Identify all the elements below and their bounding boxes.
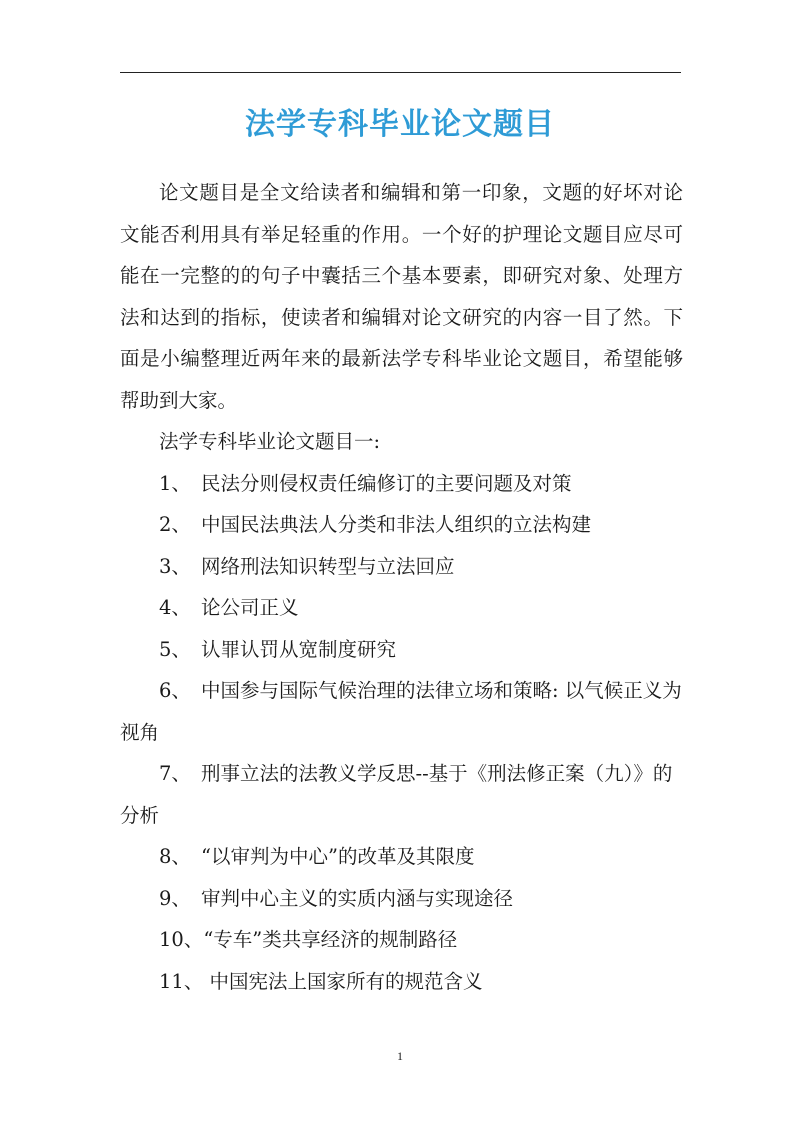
page-number: 1 — [397, 1049, 403, 1063]
topic-item — [120, 546, 683, 588]
topic-item — [120, 878, 683, 920]
topic-item — [120, 753, 683, 836]
topic-item — [120, 629, 683, 671]
intro-paragraph: 论文题目是全文给读者和编辑和第一印象，文题的好坏对论文能否利用具有举足轻重的作用。一个好的护理论文题目应尽可能在一完整的的句子中囊括三个基本要素，即研究对象、处理方法和达到的指标，使读者和编辑对论文研究的内容一目了然。下面是小编整理近两年来的最新法学专科毕业论文题目，希望能够帮助到大家。 — [120, 181, 683, 412]
topic-number: 8、 — [159, 845, 191, 868]
topic-number: 1、 — [159, 471, 191, 495]
topic-number: 10、 — [159, 928, 204, 951]
topic-text: 网络刑法知识转型与立法回应 — [201, 554, 455, 578]
topic-number: 3、 — [159, 554, 191, 578]
topic-text: 民法分则侵权责任编修订的主要问题及对策 — [201, 471, 572, 495]
section-heading: 法学专科毕业论文题目一: — [159, 430, 381, 453]
topic-number: 5、 — [159, 637, 191, 661]
topic-list — [120, 463, 683, 1003]
topic-text: “专车”类共享经济的规制路径 — [203, 928, 458, 951]
topic-number: 6、 — [159, 679, 191, 702]
topic-number: 9、 — [159, 886, 191, 910]
topic-text: 刑事立法的法教义学反思--基于《刑法修正案（九）》的分析 — [120, 762, 673, 827]
topic-text: 认罪认罚从宽制度研究 — [201, 637, 397, 661]
topic-item — [120, 587, 683, 629]
topic-item — [120, 504, 683, 546]
topic-item — [120, 961, 683, 1003]
topic-text: 中国宪法上国家所有的规范含义 — [203, 969, 483, 993]
topic-item — [120, 919, 683, 961]
topic-item — [120, 463, 683, 505]
header-rule — [120, 72, 681, 73]
topic-number: 4、 — [159, 596, 191, 619]
topic-number: 11、 — [159, 969, 204, 993]
topic-text: 审判中心主义的实质内涵与实现途径 — [201, 886, 514, 910]
topic-text: “以审判为中心”的改革及其限度 — [201, 845, 475, 868]
document-title: 法学专科毕业论文题目 — [245, 107, 555, 142]
topic-number: 2、 — [159, 513, 191, 536]
topic-item — [120, 836, 683, 878]
topic-text: 中国民法典法人分类和非法人组织的立法构建 — [201, 513, 592, 536]
topic-text: 中国参与国际气候治理的法律立场和策略: 以气候正义为视角 — [120, 679, 682, 744]
topic-text: 论公司正义 — [201, 596, 299, 619]
topic-item — [120, 670, 683, 753]
document-body — [120, 172, 683, 1002]
topic-number: 7、 — [159, 762, 191, 785]
